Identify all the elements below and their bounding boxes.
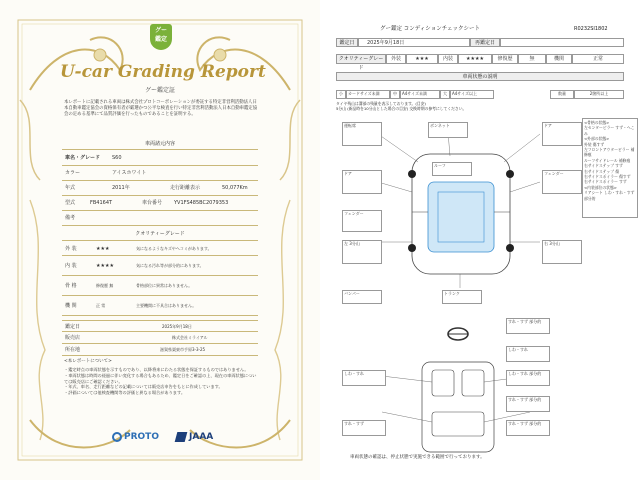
frame-desc: 骨格部位に異常はありません。 <box>136 283 193 288</box>
report-title: U-car Grading Report <box>60 62 266 82</box>
size-small: 小 <box>336 90 346 99</box>
tread-legend: 5分山 (新品時を10分山とした場合の目安) 交換時期の参考にしてください。 <box>336 106 467 111</box>
repair-value: 無 <box>518 54 546 64</box>
sheet-title: グー鑑定 コンディションチェックシート <box>380 26 481 32</box>
callout-fender-left: フェンダー <box>342 210 382 232</box>
size-mid: 中 <box>390 90 400 99</box>
side-note: 右サイドスポイラー 傷すず <box>584 174 631 180</box>
report-subtitle: グー鑑定証 <box>144 87 175 94</box>
reappraisal-label: 再鑑定日 <box>470 38 500 47</box>
interior-callout: すれ・すず 部分的 <box>506 396 550 412</box>
explain-header: 車両状態の説明 <box>336 72 624 81</box>
count-value: 2箇所以上 <box>574 90 624 99</box>
size-large: 大 <box>440 90 450 99</box>
model-value: FB4164T <box>90 200 113 206</box>
proto-logo-icon <box>112 432 122 442</box>
side-note: 右サイドスポイラー すず <box>584 179 627 185</box>
ext-label: 外装 <box>386 54 406 64</box>
intro-text: 本レポートに記載される車両は株式会社プロトコーポレーションが委託する特定非営利活動法人日本自動車鑑定協会の資格保有者が厳選かつ公平な検査を行い特定非営利活動法人日本自動車鑑定協会の定める基準にて品質評価を行ったものであることを証明する。 <box>64 100 258 118</box>
row-exterior <box>62 240 258 256</box>
row-interior <box>62 256 258 276</box>
reappraisal-value <box>500 38 624 47</box>
repair-label: 修復歴 <box>492 54 518 64</box>
notes-title: <本レポートについて> <box>64 359 112 364</box>
shop-label: 販売店 <box>65 335 81 341</box>
callout-tire-left: 左 3分山 <box>342 240 382 264</box>
badge-line2: 鑑定 <box>154 36 167 43</box>
exterior-desc: 気になるようなキズやヘコミがあります。 <box>136 246 212 251</box>
int-label: 内装 <box>438 54 458 64</box>
year-value: 2011年 <box>112 185 130 191</box>
row-mechanics <box>62 296 258 316</box>
sheet-date-label: 鑑定日 <box>336 38 358 47</box>
row-address <box>62 344 258 356</box>
side-notes <box>582 118 638 218</box>
jaaa-logo-text: JAAA <box>189 432 214 442</box>
side-note: 右サイドステップ すず <box>584 163 623 169</box>
color-label: カラー <box>65 170 81 176</box>
interior-desc: 気になる汚れ等が部分的にあります。 <box>136 263 204 268</box>
sheet-date-value: 2025年9月18日 <box>358 38 470 47</box>
cert-date-value: 2025年9月18日 <box>162 324 192 329</box>
callout-fender-right: フェンダー <box>542 170 582 194</box>
year-label: 年式 <box>65 185 76 191</box>
mech-value: 正 常 <box>96 303 106 308</box>
size-mid-desc: A4サイズ未満 <box>400 90 440 99</box>
count-label: 数量 <box>550 90 574 99</box>
badge-line1: グー <box>154 27 167 34</box>
side-note: 外装 傷すず <box>584 141 605 147</box>
row-color <box>62 166 258 181</box>
frame-label: 骨 格 <box>65 283 77 289</box>
interior-callout: しわ・すれ 部分的 <box>506 370 550 386</box>
side-note: 右サイドステップ 傷 <box>584 168 619 174</box>
callout-trunk: トランク <box>442 290 482 304</box>
interior-callout: すれ・すず <box>342 420 386 436</box>
section-divider <box>62 149 258 150</box>
mileage-label: 走行距離表示 <box>170 185 201 191</box>
side-note: ルーフサイドレール 補修痕 <box>584 157 631 163</box>
note-3: ・年式、車名、走行距離などの記載については販売店申告をもとに作成しています。 <box>64 384 223 390</box>
notes-list <box>64 367 260 396</box>
note-2: ・車両状態は時間の経過に伴い変化する場合もあるため、鑑定日をご確認の上、現在の車両状態については販売店にご確認ください。 <box>64 372 257 384</box>
vehicle-section-title: 車両諸元内容 <box>144 141 175 147</box>
frame-value: 修復歴 無 <box>96 283 114 288</box>
side-note: 左センターピラー すず・へこみ <box>584 125 635 136</box>
callout-bumper: バンパー <box>342 290 382 304</box>
side-note: <外部の状態> <box>584 136 610 142</box>
row-date <box>62 320 258 332</box>
row-frame <box>62 276 258 296</box>
color-value: アイスホワイト <box>112 170 147 176</box>
addr-label: 所在地 <box>65 347 81 353</box>
callout-tire-right: 右 3分山 <box>542 240 582 264</box>
quality-label: クオリティーグレード <box>336 54 386 64</box>
interior-callout: すれ・すず 部分的 <box>506 420 550 436</box>
name-label: 車名・グレード <box>65 155 101 161</box>
exterior-stars: ★★★ <box>96 246 110 252</box>
size-small-desc: カードサイズ未満 <box>346 90 390 99</box>
chassis-label: 車台番号 <box>142 200 163 206</box>
ext-stars: ★★★ <box>406 54 438 64</box>
row-vehicle-name <box>62 151 258 166</box>
mech-desc: 主要機関に不具合はありません。 <box>136 303 197 308</box>
addr-value: 滋賀県栗東市手原3-3-25 <box>160 347 206 352</box>
row-shop <box>62 332 258 344</box>
condition-check-sheet <box>320 0 640 480</box>
mech-label: 機 関 <box>65 303 77 309</box>
cert-date-label: 鑑定日 <box>65 324 81 330</box>
interior-callout: しわ・すれ <box>506 346 550 362</box>
model-label: 型式 <box>65 200 76 206</box>
note-4: ・評価については他検査機関等の評価と異なる場合があります。 <box>64 390 186 396</box>
engine-label: 機関 <box>546 54 572 64</box>
row-remarks <box>62 211 258 226</box>
side-note: <骨格の状態> <box>584 120 610 125</box>
name-value: S60 <box>112 155 122 161</box>
row-model <box>62 196 258 211</box>
note-1: ・鑑定時点の車両状態を示すものであり、以降将来にわたる状態を保証するものではありません。 <box>64 367 249 372</box>
exterior-label: 外 装 <box>65 246 77 252</box>
proto-logo-text: PROTO <box>124 432 159 442</box>
callout-driver: 運転席 <box>342 122 382 146</box>
interior-callout: すれ・すず 部分的 <box>506 318 550 334</box>
callout-roof: ルーフ <box>432 162 472 176</box>
side-note: リアシート しわ・すれ・すず 部分的 <box>584 190 635 201</box>
callout-door-left: ドア <box>342 170 382 194</box>
tread-note: タイヤ残山は溝部の残量を表示しております。(目安) <box>336 101 426 106</box>
interior-stars: ★★★★ <box>96 263 114 269</box>
row-year <box>62 181 258 196</box>
quality-section-title: クオリティーグレード <box>135 231 185 237</box>
engine-value: 正常 <box>572 54 624 64</box>
side-note: 左フロントアウタービラー 補修痕 <box>584 147 635 158</box>
mileage-value: 50,077Km <box>222 185 248 191</box>
int-stars: ★★★★ <box>458 54 492 64</box>
size-large-desc: A4サイズ以上 <box>450 90 494 99</box>
chassis-value: YV1FS485BC2079353 <box>174 200 229 206</box>
shop-value: 株式会社ミライアル <box>172 335 208 340</box>
interior-label: 内 装 <box>65 263 77 269</box>
callout-door-right: ドア <box>542 122 582 146</box>
interior-callout: しわ・すれ <box>342 370 386 386</box>
sheet-footer: 車両状態の確認は、停止状態で実施できる範囲で行っております。 <box>350 455 485 460</box>
side-note: <内装部位の状態> <box>584 184 617 190</box>
goo-badge-icon <box>150 24 172 50</box>
callout-bonnet: ボンネット <box>428 122 468 138</box>
sheet-code: R0232SI1802 <box>574 26 608 32</box>
remarks-label: 備考 <box>65 215 76 221</box>
